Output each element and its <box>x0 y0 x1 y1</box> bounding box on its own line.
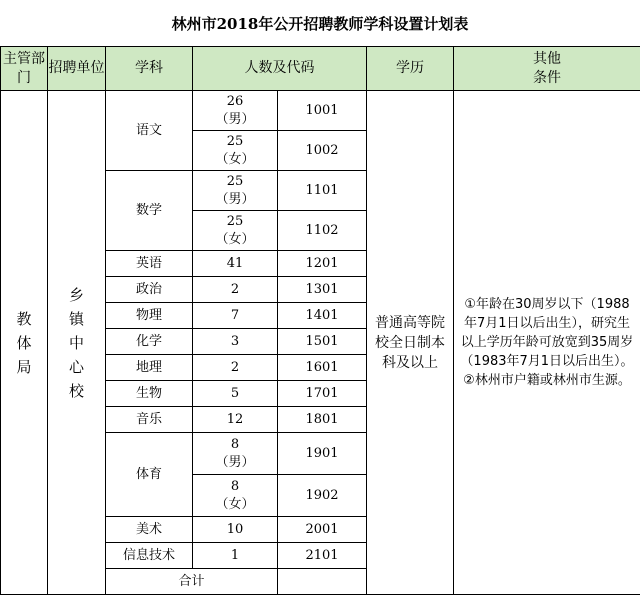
code-cell: 1301 <box>278 277 367 303</box>
total-label: 合计 <box>106 569 278 595</box>
subject-chinese: 语文 <box>106 91 193 171</box>
count-cell: 41 <box>193 251 278 277</box>
conditions-cell: ①年龄在30周岁以下（1988年7月1日以后出生），研究生以上学历年龄可放宽到35周岁（1983年7月1日以后出生）。 ②林州市户籍或林州市生源。 <box>454 91 640 595</box>
code-cell: 2101 <box>278 543 367 569</box>
page-title: 林州市2018年公开招聘教师学科设置计划表 <box>0 0 640 46</box>
count-cell: 3 <box>193 329 278 355</box>
code-cell: 1902 <box>278 475 367 517</box>
code-cell: 1401 <box>278 303 367 329</box>
header-dept: 主管部门 <box>1 47 48 91</box>
header-education: 学历 <box>367 47 454 91</box>
header-count-code: 人数及代码 <box>193 47 367 91</box>
code-cell: 2001 <box>278 517 367 543</box>
count-cell: 25 （女） <box>193 131 278 171</box>
subject-pe: 体育 <box>106 433 193 517</box>
code-cell: 1101 <box>278 171 367 211</box>
code-cell: 1201 <box>278 251 367 277</box>
count-cell: 12 <box>193 407 278 433</box>
subject-music: 音乐 <box>106 407 193 433</box>
count-cell: 25 （男） <box>193 171 278 211</box>
count-cell: 8 （女） <box>193 475 278 517</box>
education-cell: 普通高等院校全日制本科及以上 <box>367 91 454 595</box>
count-cell: 1 <box>193 543 278 569</box>
header-unit: 招聘单位 <box>48 47 106 91</box>
count-cell: 2 <box>193 355 278 381</box>
code-cell: 1102 <box>278 211 367 251</box>
header-subject: 学科 <box>106 47 193 91</box>
subject-biology: 生物 <box>106 381 193 407</box>
count-cell: 26 （男） <box>193 91 278 131</box>
count-cell: 25 （女） <box>193 211 278 251</box>
code-cell: 1801 <box>278 407 367 433</box>
subject-geography: 地理 <box>106 355 193 381</box>
subject-art: 美术 <box>106 517 193 543</box>
subject-physics: 物理 <box>106 303 193 329</box>
subject-math: 数学 <box>106 171 193 251</box>
unit-cell: 乡镇中心校 <box>48 91 106 595</box>
count-cell: 2 <box>193 277 278 303</box>
total-empty-cell <box>278 569 367 595</box>
dept-cell: 教体局 <box>1 91 48 595</box>
count-cell: 5 <box>193 381 278 407</box>
code-cell: 1901 <box>278 433 367 475</box>
count-cell: 8 （男） <box>193 433 278 475</box>
count-cell: 7 <box>193 303 278 329</box>
subject-politics: 政治 <box>106 277 193 303</box>
subject-english: 英语 <box>106 251 193 277</box>
header-row <box>1 47 640 91</box>
header-conditions: 其他条件 <box>454 47 640 91</box>
code-cell: 1601 <box>278 355 367 381</box>
subject-chemistry: 化学 <box>106 329 193 355</box>
recruitment-plan-table <box>0 46 640 595</box>
count-cell: 10 <box>193 517 278 543</box>
code-cell: 1501 <box>278 329 367 355</box>
table-row <box>1 91 640 131</box>
code-cell: 1002 <box>278 131 367 171</box>
code-cell: 1001 <box>278 91 367 131</box>
code-cell: 1701 <box>278 381 367 407</box>
subject-it: 信息技术 <box>106 543 193 569</box>
